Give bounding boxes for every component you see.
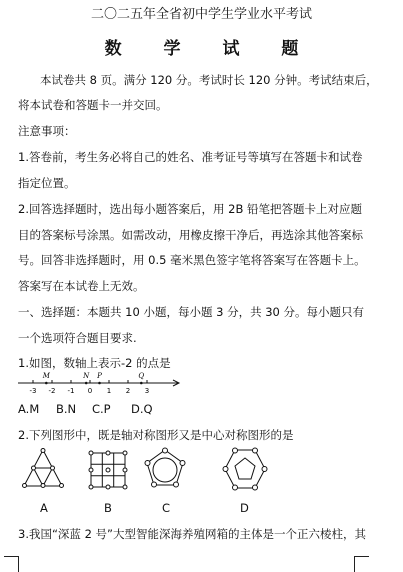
section1-line-2: 一个选项符合题目要求. <box>18 331 137 345</box>
number-line-tick-label: 2 <box>125 387 131 395</box>
number-line-point <box>85 382 88 385</box>
number-line-tick-label: -1 <box>67 387 75 395</box>
q1-option-c: C.P <box>92 402 111 416</box>
number-line-point <box>140 382 143 385</box>
q2-figure-b <box>88 450 128 490</box>
q2-figure-c <box>143 447 187 491</box>
intro-line-2: 将本试卷和答题卡一并交回。 <box>18 98 168 112</box>
q2-label-b: B <box>104 501 112 515</box>
crop-mark-right-vertical <box>354 556 355 572</box>
number-line-point-label: P <box>97 372 102 380</box>
notice-line-1: 1.答卷前，考生务必将自己的姓名、准考证号等填写在答题卡和试卷 <box>18 150 363 164</box>
q2-label-c: C <box>162 501 171 515</box>
crop-mark-right-horizontal <box>355 556 369 557</box>
number-line-point <box>98 382 101 385</box>
notice-line-6: 答案写在本试卷上无效。 <box>18 279 145 293</box>
number-line-tick-label: 0 <box>87 387 93 395</box>
intro-line-1: 本试卷共 8 页。满分 120 分。考试时长 120 分钟。考试结束后， <box>40 73 378 87</box>
q1-option-a: A.M <box>18 402 40 416</box>
q1-option-d: D.Q <box>131 402 153 416</box>
notice-line-2: 指定位置。 <box>18 176 76 190</box>
q1-option-b: B.N <box>56 402 77 416</box>
q2-figure-d <box>222 447 268 491</box>
number-line-point-label: M <box>42 372 50 380</box>
number-line-tick-label: -2 <box>48 387 56 395</box>
crop-mark-left-horizontal <box>4 556 18 557</box>
number-line-point-label: N <box>83 372 90 380</box>
number-line-figure <box>18 371 193 397</box>
notice-line-5: 号。回答非选择题时，用 0.5 毫米黑色签字笔将答案写在答题卡上。 <box>18 253 366 267</box>
section1-line-1: 一、选择题：本题共 10 小题，每小题 3 分，共 30 分。每小题只有 <box>18 305 365 319</box>
number-line-tick-label: 3 <box>144 387 150 395</box>
q2-label-d: D <box>240 501 249 515</box>
number-line-point <box>45 382 48 385</box>
crop-mark-left-vertical <box>18 556 19 572</box>
notice-heading: 注意事项： <box>18 124 76 138</box>
q2-stem: 2.下列图形中，既是轴对称图形又是中心对称图形的是 <box>18 428 294 442</box>
notice-line-4: 目的答案标号涂黑。如需改动，用橡皮擦干净后，再选涂其他答案标 <box>18 228 363 242</box>
notice-line-3: 2.回答选择题时，选出每小题答案后，用 2B 铅笔把答题卡上对应题 <box>18 202 362 216</box>
exam-title: 数 学 试 题 <box>104 39 317 59</box>
q1-stem: 1.如图，数轴上表示-2 的点是 <box>18 356 171 370</box>
number-line-point-label: Q <box>138 372 145 380</box>
number-line-tick-label: 1 <box>106 387 112 395</box>
q2-figure-a <box>22 448 64 490</box>
q3-stem: 3.我国“深蓝 2 号”大型智能深海养殖网箱的主体是一个正六棱柱，其 <box>18 527 367 541</box>
q2-label-a: A <box>40 501 48 515</box>
exam-header: 二〇二五年全省初中学生学业水平考试 <box>90 7 312 22</box>
number-line-tick-label: -3 <box>29 387 37 395</box>
